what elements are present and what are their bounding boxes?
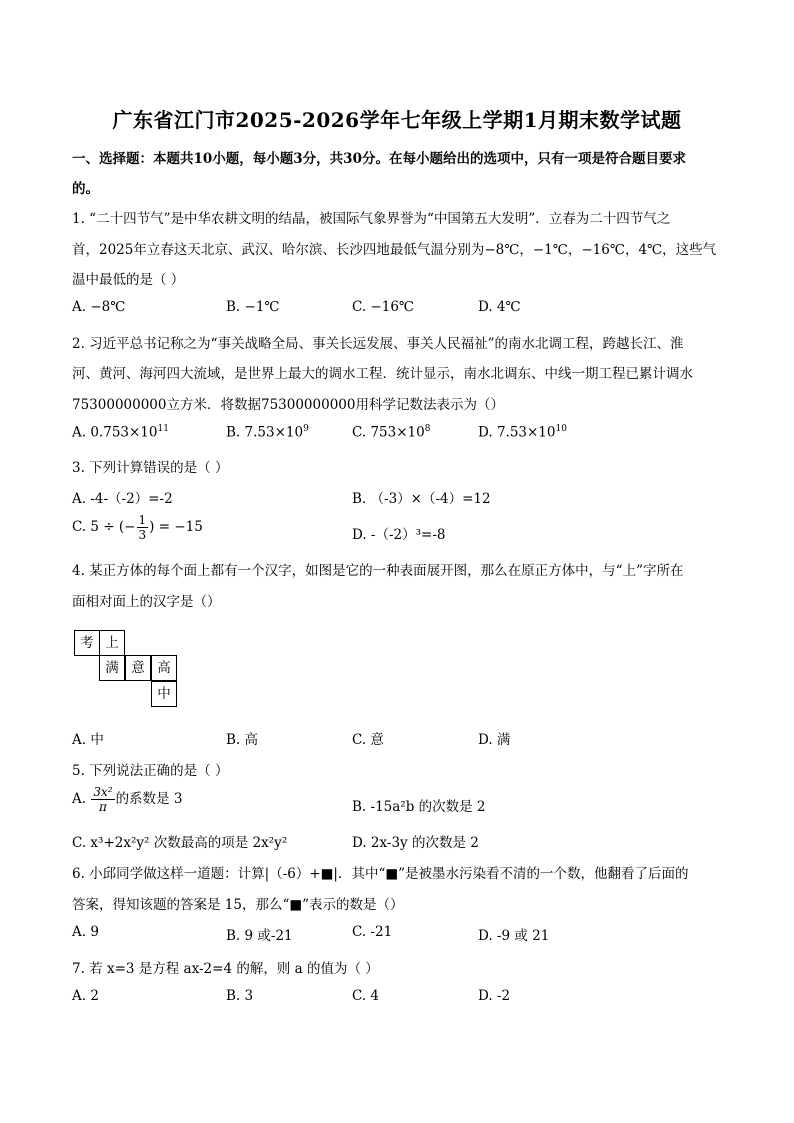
q1-line1: 1. “二十四节气”是中华农耕文明的结晶，被国际气象界誉为“中国第五大发明”．立春为二十四节气之 xyxy=(72,211,671,227)
q5-line1: 5. 下列说法正确的是（ ） xyxy=(72,763,229,779)
section-heading-line2: 的。 xyxy=(72,181,99,197)
q6-option-a: A. 9 xyxy=(72,924,99,940)
q1-line3: 温中最低的是（ ） xyxy=(72,272,185,288)
q7-option-b: B. 3 xyxy=(226,988,254,1004)
q7-option-a: A. 2 xyxy=(72,988,99,1004)
net-cell-zhong: 中 xyxy=(151,681,177,707)
q4-line1: 4. 某正方体的每个面上都有一个汉字，如图是它的一种表面展开图，那么在原正方体中，与“上”字所在 xyxy=(72,563,684,579)
q3-line1: 3. 下列计算错误的是（ ） xyxy=(72,460,229,476)
q7-option-c: C. 4 xyxy=(352,988,380,1004)
q3-option-a: A. -4-（-2）=-2 xyxy=(72,491,173,507)
q5-option-d: D. 2x-3y 的次数是 2 xyxy=(352,835,479,851)
net-cell-shang: 上 xyxy=(99,630,125,656)
q7-option-d: D. -2 xyxy=(478,988,511,1004)
net-cell-gao: 高 xyxy=(151,655,177,681)
q4-option-d: D. 满 xyxy=(478,732,511,748)
q1-option-a: A. −8℃ xyxy=(72,299,126,315)
q4-option-a: A. 中 xyxy=(72,732,104,748)
q2-line3: 75300000000立方米．将数据75300000000用科学记数法表示为（） xyxy=(72,397,504,413)
q2-option-d: D. $7.53\times 10^{10}$ xyxy=(478,424,567,441)
q5-option-c: C. x³+2x²y² 次数最高的项是 2x²y² xyxy=(72,835,288,851)
q2-line1: 2. 习近平总书记称之为“事关战略全局、事关长远发展、事关人民福祉”的南水北调工程，跨越长江、淮 xyxy=(72,336,684,352)
q3-option-c: C. 5 ÷ (− $\frac{1}{3}$ ) = −15 xyxy=(72,513,203,542)
q5-fraction: $\frac{\text{3x²}}{\pi}$ xyxy=(93,785,113,814)
q5-option-a: A. $\frac{\text{3x²}}{\pi}$ 的系数是 3 xyxy=(72,785,183,814)
net-cell-yi: 意 xyxy=(125,655,151,681)
page-title: 广东省江门市2025-2026学年七年级上学期1月期末数学试题 xyxy=(112,108,682,132)
q6-line1: 6. 小邱同学做这样一道题：计算|（-6）+■|．其中“■”是被墨水污染看不清的一个数，他翻看了后面的 xyxy=(72,866,689,882)
q4-line2: 面相对面上的汉字是（） xyxy=(72,594,221,610)
cube-net-diagram xyxy=(72,628,184,710)
q1-line2: 首，2025年立春这天北京、武汉、哈尔滨、长沙四地最低气温分别为−8℃，−1℃，−16℃，4℃，这些气 xyxy=(72,242,717,258)
q4-option-c: C. 意 xyxy=(352,732,384,748)
q1-option-b: B. −1℃ xyxy=(226,299,280,315)
q6-option-d: D. -9 或 21 xyxy=(478,928,550,944)
q6-option-b: B. 9 或-21 xyxy=(226,928,293,944)
q2-option-b: B. $7.53\times 10^9$ xyxy=(226,424,309,441)
q5-option-b: B. -15a²b 的次数是 2 xyxy=(352,799,486,815)
net-cell-man: 满 xyxy=(99,655,125,681)
q3-option-b: B. （-3）×（-4）=12 xyxy=(352,491,491,507)
q2-line2: 河、黄河、海河四大流域，是世界上最大的调水工程．统计显示，南水北调东、中线一期工程已累计调水 xyxy=(72,366,693,382)
section-heading-line1: 一、选择题：本题共10小题，每小题3分，共30分。在每小题给出的选项中，只有一项是符合题目要求 xyxy=(72,151,686,167)
q3-option-d: D. -（-2）³=-8 xyxy=(352,527,446,543)
q6-line2: 答案，得知该题的答案是 15，那么“■”表示的数是（） xyxy=(72,897,404,913)
net-cell-kao: 考 xyxy=(74,630,100,656)
q2-option-c: C. $753\times 10^8$ xyxy=(352,424,431,441)
q1-option-d: D. 4℃ xyxy=(478,299,521,315)
q4-option-b: B. 高 xyxy=(226,732,259,748)
q1-option-c: C. −16℃ xyxy=(352,299,415,315)
q3-fraction: $\frac{1}{3}$ xyxy=(138,513,147,542)
q2-option-a: A. $0.753\times 10^{11}$ xyxy=(72,424,169,441)
q7-line1: 7. 若 x=3 是方程 ax-2=4 的解，则 a 的值为（ ） xyxy=(72,961,379,977)
q6-option-c: C. -21 xyxy=(352,924,393,940)
